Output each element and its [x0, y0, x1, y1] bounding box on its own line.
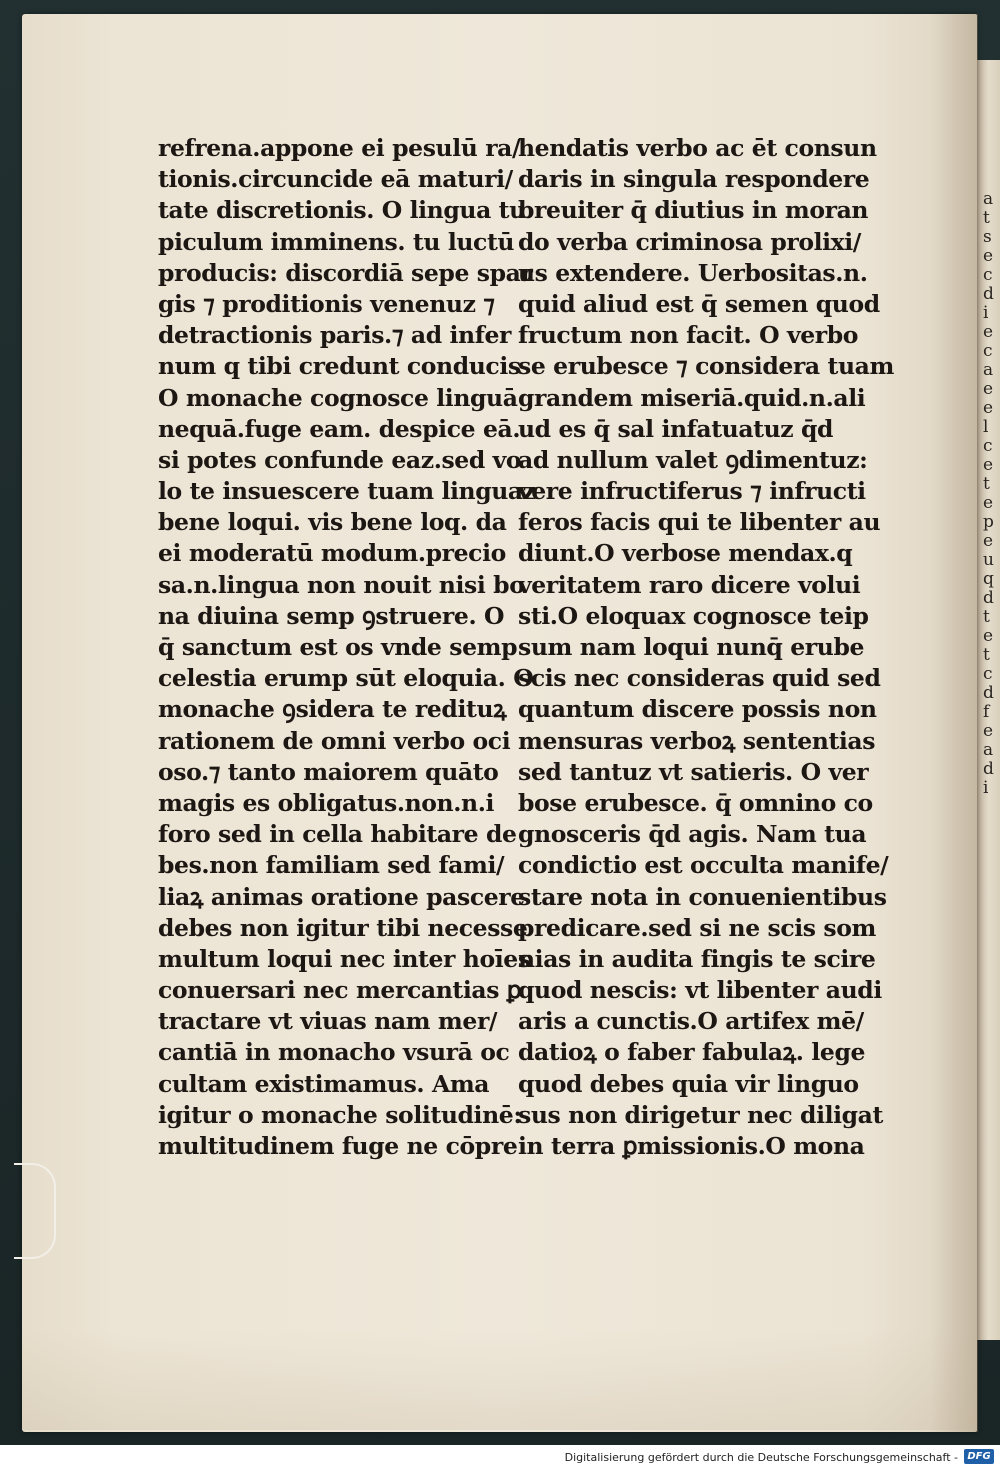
text-line: grandem miseriā.quid.n.ali [518, 383, 866, 412]
page-stain [22, 1330, 977, 1430]
facing-page-glyph: e [983, 322, 994, 342]
facing-page-glyph: c [983, 341, 993, 361]
facing-page-glyph: t [983, 607, 990, 627]
text-column-left [158, 133, 536, 1162]
footer-bar [0, 1445, 1000, 1470]
facing-page-glyph: d [983, 284, 994, 304]
text-line: si potes confunde eaz.sed vo [158, 445, 522, 474]
page-gutter-shadow [930, 14, 978, 1432]
funding-credit: Digitalisierung gefördert durch die Deutsche Forschungsgemeinschaft - [564, 1451, 958, 1464]
text-line: sed tantuz vt satieris. O ver [518, 757, 869, 786]
text-line: rationem de omni verbo oci [158, 726, 511, 755]
text-line: nias in audita fingis te scire [518, 944, 876, 973]
text-line: tionis.circuncide eā maturi/ [158, 165, 513, 194]
text-line: producis: discordiā sepe spar [158, 258, 533, 287]
facing-page-glyph: u [983, 550, 994, 570]
facing-page-glyph: p [983, 512, 994, 532]
text-line: O monache cognosce linguā [158, 383, 518, 412]
text-line: multitudinem fuge ne cōpre [158, 1132, 518, 1160]
text-line: magis es obligatus.non.n.i [158, 788, 495, 817]
text-line: us extendere. Uerbositas.n. [518, 258, 868, 287]
facing-page-glyph: t [983, 645, 990, 665]
text-line: sa.n.lingua non nouit nisi bo [158, 570, 525, 599]
text-line: condictio est occulta manife/ [518, 851, 889, 880]
text-line: multum loqui nec inter hoīes [158, 944, 531, 973]
text-line: breuiter q̄ diutius in moran [518, 196, 869, 225]
text-line: bose erubesce. q̄ omnino co [518, 788, 873, 817]
facing-page-glyph: c [983, 265, 993, 285]
facing-page-glyph: c [983, 436, 993, 456]
text-line: aris a cunctis.O artifex mē/ [518, 1007, 864, 1036]
text-column-right [518, 133, 894, 1162]
text-line: igitur o monache solitudinē: [158, 1100, 522, 1129]
facing-page-glyph: e [983, 246, 994, 266]
text-line: debes non igitur tibi necesse [158, 913, 528, 942]
facing-page-glyph: e [983, 379, 994, 399]
text-line: ei moderatū modum.precio [158, 539, 506, 568]
text-line: gis ⁊ proditionis venenuz ⁊ [158, 289, 495, 318]
text-line: tractare vt viuas nam mer/ [158, 1007, 498, 1036]
facing-page-glyph: d [983, 588, 994, 608]
text-line: daris in singula respondere [518, 165, 870, 194]
text-line: veritatem raro dicere volui [518, 570, 861, 599]
text-line: quantum discere possis non [518, 695, 877, 724]
text-line: lo te insuescere tuam linguaz [158, 477, 536, 506]
facing-page-glyph: e [983, 455, 994, 475]
facing-page-glyph: s [983, 227, 992, 247]
text-line: oso.⁊ tanto maiorem quāto [158, 757, 499, 786]
text-line: stare nota in conuenientibus [518, 882, 887, 911]
text-line: conuersari nec mercantias ꝑ [158, 976, 522, 1005]
text-line: ad nullum valet ꝯdimentuz: [518, 445, 868, 474]
text-line: predicare.sed si ne scis som [518, 913, 876, 942]
facing-page-glyph: a [983, 360, 994, 380]
text-line: cantiā in monacho vsurā oc [158, 1038, 510, 1067]
text-line: tate discretionis. O lingua tu [158, 196, 526, 225]
text-line: sti.O eloquax cognosce teip [518, 601, 869, 630]
text-line: liaꝝ animas oratione pascere [158, 882, 525, 911]
text-line: hendatis verbo ac ēt consun [518, 134, 877, 162]
text-line: cultam existimamus. Ama [158, 1069, 490, 1098]
facing-page-glyph: i [983, 303, 989, 323]
page-clip [14, 1163, 56, 1259]
facing-page-glyph: e [983, 626, 994, 646]
text-line: foro sed in cella habitare de [158, 820, 517, 849]
text-line: sum nam loqui nunq̄ erube [518, 633, 865, 661]
text-line: in terra ꝑmissionis.O mona [518, 1132, 865, 1160]
text-line: feros facis qui te libenter au [518, 508, 881, 537]
text-line: piculum imminens. tu luctū [158, 227, 515, 256]
text-line: vere infructiferus ⁊ infructi [518, 477, 866, 506]
text-line: bene loqui. vis bene loq. da [158, 508, 507, 537]
text-line: na diuina semp ꝯstruere. O [158, 601, 505, 630]
text-line: refrena.appone ei pesulū ra/ [158, 134, 521, 162]
text-line: monache ꝯsidera te redituꝝ [158, 695, 507, 724]
text-line: quid aliud est q̄ semen quod [518, 289, 880, 318]
text-line: quod nescis: vt libenter audi [518, 976, 882, 1005]
text-line: gnosceris q̄d agis. Nam tua [518, 820, 867, 849]
text-line: diunt.O verbose mendax.q [518, 539, 853, 568]
facing-page-glyph: t [983, 474, 990, 494]
text-line: nequā.fuge eam. despice eā. [158, 414, 521, 443]
facing-page-glyph: i [983, 778, 989, 798]
text-line: do verba criminosa prolixi/ [518, 227, 861, 256]
facing-page-edge [977, 60, 1000, 1340]
text-line: quod debes quia vir linguo [518, 1069, 859, 1098]
text-line: mensuras verboꝝ sententias [518, 726, 876, 755]
facing-page-glyph: a [983, 189, 994, 209]
text-line: q̄ sanctum est os vnde semp [158, 633, 518, 661]
text-line: se erubesce ⁊ considera tuam [518, 352, 894, 381]
text-line: sus non dirigetur nec diligat [518, 1100, 883, 1129]
text-line: bes.non familiam sed fami/ [158, 851, 505, 880]
facing-page-glyph: e [983, 493, 994, 513]
text-line: datioꝝ o faber fabulaꝝ. lege [518, 1038, 866, 1067]
text-line: num q tibi credunt conducis [158, 352, 521, 381]
facing-page-glyph: e [983, 531, 994, 551]
text-line: scis nec consideras quid sed [518, 664, 881, 693]
facing-page-glyph: e [983, 398, 994, 418]
facing-page-glyph: l [983, 417, 989, 437]
text-line: celestia erump sūt eloquia. O [158, 664, 534, 693]
facing-page-glyph: f [983, 702, 990, 722]
dfg-logo-icon: DFG [964, 1449, 994, 1464]
facing-page-glyph: q [983, 569, 994, 589]
facing-page-glyph: c [983, 664, 993, 684]
text-line: detractionis paris.⁊ ad infer [158, 321, 511, 350]
text-line: fructum non facit. O verbo [518, 321, 859, 350]
facing-page-glyph: d [983, 759, 994, 779]
text-line: ud es q̄ sal infatuatuz q̄d [518, 414, 834, 443]
facing-page-glyph: a [983, 740, 994, 760]
facing-page-glyph: e [983, 721, 994, 741]
facing-page-glyph: d [983, 683, 994, 703]
facing-page-glyph: t [983, 208, 990, 228]
